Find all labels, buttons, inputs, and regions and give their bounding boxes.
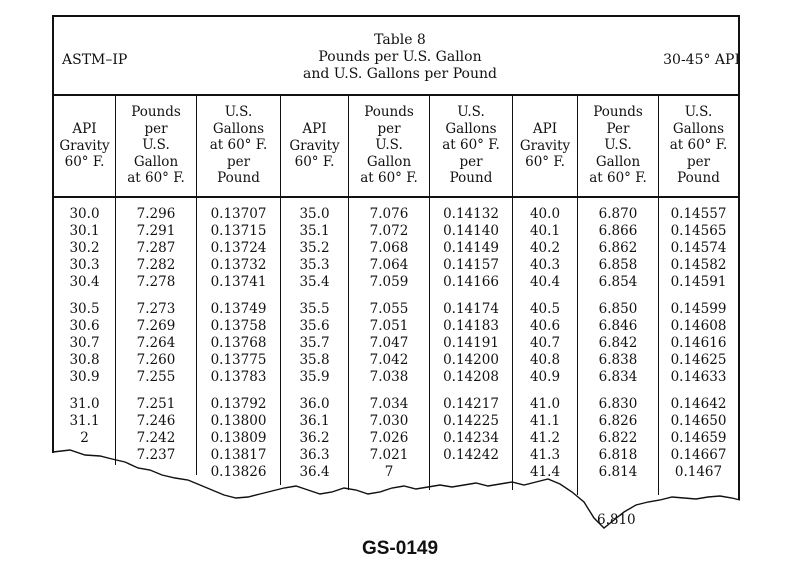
table-cell: 7.246 [136,413,176,429]
header-line: Per [606,120,630,137]
header-line: Gravity [519,137,571,154]
header-line: Pounds [364,104,414,120]
table-cell: 41.2 [529,430,561,446]
table-cell: 6.858 [598,257,638,273]
header-line: at 60° F. [669,137,728,153]
table-cell: 7.291 [136,223,176,239]
table-cell: 0.13775 [210,352,267,368]
header-line: at 60° F. [209,137,268,153]
table-cell: 0.14642 [670,396,727,412]
header-line: Pound [677,170,720,186]
table-cell: 0.13800 [210,413,267,429]
table-cell: 7.034 [369,396,409,412]
table-cell: 0.14557 [670,206,727,222]
table-cell: 0.14140 [443,223,499,239]
table-number: Table 8 [374,32,426,48]
table-cell: 0.14565 [670,223,727,239]
table-cell: 0.14574 [670,240,727,256]
pounds-per-gallon-column [116,206,196,464]
table-cell: 41.0 [529,396,561,412]
column-header-gallons-per-pound [197,104,280,187]
table-cell: 0.14242 [443,447,499,463]
table-cell: 7.278 [136,274,176,290]
header-line: U.S. [224,104,253,120]
table-cell: 7.273 [136,301,176,317]
table-cell: 0.13783 [210,369,267,385]
table-cell: 35.2 [299,240,330,256]
table-cell: 0.14225 [443,413,499,429]
header-line: Gallons [212,120,265,137]
table-cell: 7.282 [136,257,176,273]
torn-fragment-value: 6.810 [597,512,636,528]
row-group-gap [54,291,115,301]
row-group-gap [513,386,577,396]
table-cell: 0.14582 [670,257,727,273]
table-cell: 7.072 [369,223,409,239]
table-cell: 0.13792 [210,396,267,412]
table-cell: 6.818 [598,447,638,463]
row-group-gap [281,291,348,301]
table-cell: 30.4 [69,274,100,290]
table-cell: 6.854 [598,274,638,290]
column-header-pounds-per-gallon [578,104,658,187]
table-cell: 0.13749 [210,301,267,317]
table-cell: 7.021 [369,447,409,463]
row-group-gap [659,386,738,396]
table-cell: 7.059 [369,274,409,290]
table-cell: 0.13758 [210,318,267,334]
table-cell: 7 [384,464,394,480]
table-cell: 6.846 [598,318,638,334]
header-line: U.S. [604,137,632,153]
table-cell: 40.0 [529,206,561,222]
table-cell: 7.038 [369,369,409,385]
table-cell: 36.0 [299,396,330,412]
header-line: Pounds [593,104,643,120]
table-cell: 35.5 [299,301,330,317]
table-cell: 35.7 [299,335,330,351]
table-cell: 40.3 [529,257,561,273]
table-title [250,32,550,83]
api-gravity-column [54,206,115,447]
table-cell: 0.1467 [674,464,723,480]
table-cell: 41.1 [529,413,561,429]
header-line: API [532,121,558,137]
table-cell: 7.237 [136,447,176,463]
header-line: U.S. [684,104,713,120]
table-cell: 0.14174 [443,301,499,317]
header-line: Gallon [133,153,179,170]
table-cell: 36.4 [299,464,330,480]
table-cell: 41.3 [529,447,561,463]
table-cell: 7.047 [369,335,409,351]
row-group-gap [349,386,429,396]
table-cell: 40.9 [529,369,561,385]
table-cell: 30.9 [69,369,100,385]
pounds-per-gallon-column [578,206,658,481]
table-cell: 30.0 [69,206,100,222]
table-cell: 0.13768 [210,335,267,351]
row-group-gap [281,386,348,396]
table-cell: 7.030 [369,413,409,429]
table-cell: 35.3 [299,257,330,273]
header-line: Gravity [289,137,340,154]
table-cell: 0.14659 [670,430,727,446]
row-group-gap [349,291,429,301]
column-header-api-gravity [513,121,577,171]
table-cell: 0.13724 [210,240,267,256]
table-cell: 0.14157 [443,257,499,273]
table-cell: 0.13707 [210,206,267,222]
table-cell: 30.7 [69,335,100,351]
table-cell: 7.251 [136,396,176,412]
table-cell: 7.296 [136,206,176,222]
header-line: API [72,121,97,137]
header-line: per [226,153,251,170]
table-cell: 7.055 [369,301,409,317]
table-cell: 35.9 [299,369,330,385]
table-cell: 6.862 [598,240,638,256]
table-cell: 6.822 [598,430,638,446]
document-code: GS-0149 [361,538,439,559]
table-cell: 6.850 [598,301,638,317]
table-cell: 0.14667 [670,447,727,463]
header-line: 60° F. [294,154,335,170]
header-line: per [459,153,483,170]
api-gravity-column [513,206,577,481]
table-cell: 7.026 [369,430,409,446]
table-cell: 35.1 [299,223,330,239]
table-cell: 0.14650 [670,413,727,429]
table-cell: 0.14208 [443,369,499,385]
table-cell: 30.5 [69,301,100,317]
header-line: U.S. [142,137,170,153]
table-cell: 6.830 [598,396,638,412]
table-cell: 7.255 [136,369,176,385]
row-group-gap [578,386,658,396]
table-cell: 35.8 [299,352,330,368]
table-cell: 7.287 [136,240,176,256]
table-cell: 0.14217 [443,396,499,412]
header-line: Gallons [672,120,725,137]
row-group-gap [197,386,280,396]
header-line: at 60° F. [127,170,185,186]
row-group-gap [659,291,738,301]
table-cell: 6.834 [598,369,638,385]
row-group-gap [116,386,196,396]
row-group-gap [54,386,115,396]
table-cell: 7.068 [369,240,409,256]
row-group-gap [116,291,196,301]
table-cell: 2 [80,430,89,446]
table-cell: 6.842 [598,335,638,351]
table-cell: 31.1 [69,413,100,429]
header-line: 60° F. [525,154,565,170]
title-line: Pounds per U.S. Gallon [318,49,482,65]
gallons-per-pound-column [197,206,280,481]
table-cell: 0.14625 [670,352,727,368]
table-cell: 0.13817 [210,447,267,463]
table-cell: 36.1 [299,413,330,429]
header-line: U.S. [375,137,403,153]
header-line: per [377,120,401,137]
column-header-api-gravity [54,121,115,171]
header-line: at 60° F. [360,170,418,186]
table-cell: 0.14200 [443,352,499,368]
table-cell: 7.064 [369,257,409,273]
table-cell: 7.260 [136,352,176,368]
table-cell: 30.1 [69,223,100,239]
table-cell: 7.042 [369,352,409,368]
table-cell: 0.14149 [443,240,499,256]
table-cell: 36.3 [299,447,330,463]
table-cell: 0.14234 [443,430,499,446]
header-line: per [144,120,168,137]
header-line: Gallon [595,153,641,170]
table-cell: 7.264 [136,335,176,351]
gallons-per-pound-column [430,206,512,464]
api-range-label: 30-45° API [663,52,740,68]
table-cell: 0.14608 [670,318,727,334]
table-cell: 7.242 [136,430,176,446]
table-cell: 41.4 [529,464,561,480]
table-cell: 0.14591 [670,274,727,290]
table-cell: 40.7 [529,335,561,351]
row-group-gap [430,386,512,396]
table-cell: 6.826 [598,413,638,429]
table-cell: 0.14132 [443,206,499,222]
header-line: Pound [449,170,493,186]
table-cell: 40.1 [529,223,561,239]
standard-label: ASTM–IP [62,52,128,68]
table-cell: 30.3 [69,257,100,273]
table-cell: 0.14191 [443,335,499,351]
table-cell: 0.13809 [210,430,267,446]
table-cell: 6.814 [598,464,638,480]
header-line: per [686,153,711,170]
table-cell: 35.0 [299,206,330,222]
header-line: at 60° F. [442,137,500,153]
table-cell: 6.838 [598,352,638,368]
header-line: 60° F. [64,154,105,170]
table-cell: 36.2 [299,430,330,446]
table-cell: 35.4 [299,274,330,290]
table-cell: 40.2 [529,240,561,256]
table-cell: 0.14599 [670,301,727,317]
table-cell: 30.6 [69,318,100,334]
table-cell: 40.4 [529,274,561,290]
table-cell: 0.13715 [210,223,267,239]
table-cell: 0.14633 [670,369,727,385]
table-cell: 0.13826 [210,464,267,480]
header-line: API [302,121,327,137]
row-group-gap [430,291,512,301]
api-gravity-column [281,206,348,481]
row-group-gap [513,291,577,301]
title-line: and U.S. Gallons per Pound [303,66,497,82]
header-line: at 60° F. [589,170,647,186]
header-line: Gravity [59,137,110,154]
header-line: Gallon [366,153,412,170]
table-cell: 7.051 [369,318,409,334]
gallons-per-pound-column [659,206,738,481]
table-cell: 40.8 [529,352,561,368]
header-line: Pound [217,170,260,186]
table-cell: 0.14166 [443,274,499,290]
header-line: U.S. [457,104,485,120]
header-line: Gallons [445,120,497,137]
table-cell: 7.076 [369,206,409,222]
table-cell: 7.269 [136,318,176,334]
table-cell: 0.14616 [670,335,727,351]
column-header-api-gravity [281,121,348,171]
table-cell: 0.14183 [443,318,499,334]
table-cell: 30.2 [69,240,100,256]
table-cell: 6.870 [598,206,638,222]
header-line: Pounds [131,104,181,120]
table-cell: 6.866 [598,223,638,239]
table-cell: 0.13741 [210,274,267,290]
table-cell: 40.6 [529,318,561,334]
table-cell: 30.8 [69,352,100,368]
column-header-pounds-per-gallon [349,104,429,187]
column-header-gallons-per-pound [430,104,512,187]
row-group-gap [578,291,658,301]
table-cell: 0.13732 [210,257,267,273]
table-cell: 40.5 [529,301,561,317]
table-cell: 35.6 [299,318,330,334]
pounds-per-gallon-column [349,206,429,481]
column-header-gallons-per-pound [659,104,738,187]
column-header-pounds-per-gallon [116,104,196,187]
table-cell: 31.0 [69,396,100,412]
row-group-gap [197,291,280,301]
